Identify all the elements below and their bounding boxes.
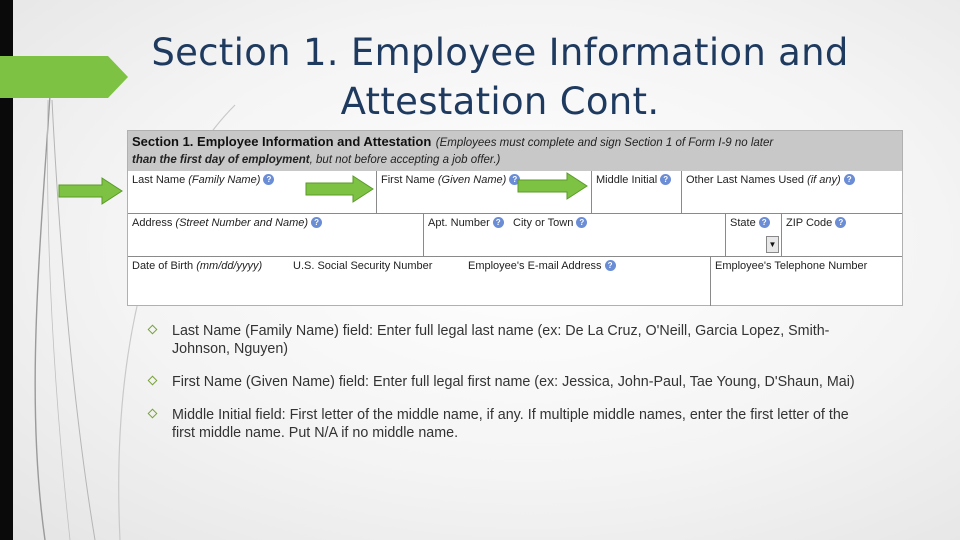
zip-code-field[interactable]: ZIP Code ? xyxy=(781,214,902,256)
help-question-icon[interactable]: ? xyxy=(605,260,616,271)
middle-initial-field[interactable]: Middle Initial ? xyxy=(591,171,681,213)
list-item xyxy=(145,322,865,358)
help-question-icon[interactable]: ? xyxy=(835,217,846,228)
form-section-note-bold: than the first day of employment xyxy=(132,154,310,166)
email-field[interactable]: Employee's E-mail Address ? xyxy=(464,257,710,306)
right-arrow-icon xyxy=(58,177,124,205)
other-last-names-field[interactable]: Other Last Names Used (if any) ? xyxy=(681,171,902,213)
help-question-icon[interactable]: ? xyxy=(263,174,274,185)
bullet-text: Middle Initial field: First letter of the middle name, if any. If multiple middle names, enter the first letter of the first middle name. Put N/A if no middle name. xyxy=(172,407,849,441)
ssn-field[interactable]: U.S. Social Security Number xyxy=(293,260,433,272)
right-arrow-icon xyxy=(305,175,375,203)
right-arrow-icon xyxy=(517,172,589,200)
bullet-list xyxy=(145,322,865,457)
help-question-icon[interactable]: ? xyxy=(509,174,520,185)
first-name-field[interactable]: First Name (Given Name) ? xyxy=(376,171,591,213)
city-field[interactable]: City or Town ? xyxy=(509,214,725,256)
bullet-text: Last Name (Family Name) field: Enter full legal last name (ex: De La Cruz, O'Neill, Garcia Lopez, Smith-Johnson, Nguyen) xyxy=(172,323,830,357)
help-question-icon[interactable]: ? xyxy=(311,217,322,228)
list-item xyxy=(145,373,865,391)
form-row-name xyxy=(128,171,902,214)
address-field[interactable]: Address (Street Number and Name) ? xyxy=(128,214,423,256)
form-row-address xyxy=(128,214,902,257)
help-question-icon[interactable]: ? xyxy=(844,174,855,185)
form-row-contact xyxy=(128,257,902,306)
telephone-field[interactable]: Employee's Telephone Number xyxy=(710,257,902,306)
slide-title xyxy=(150,28,850,126)
list-item xyxy=(145,406,865,442)
slide-title-line-1: Section 1. Employee Information and xyxy=(151,31,849,74)
help-question-icon[interactable]: ? xyxy=(759,217,770,228)
diamond-bullet-icon xyxy=(148,376,158,386)
bullet-text: First Name (Given Name) field: Enter full legal first name (ex: Jessica, John-Paul, Tae Young, D'Shaun, Mai) xyxy=(172,374,855,390)
form-section-header xyxy=(128,131,902,171)
help-question-icon[interactable]: ? xyxy=(576,217,587,228)
diamond-bullet-icon xyxy=(148,409,158,419)
last-name-field[interactable]: Last Name (Family Name) ? xyxy=(128,171,376,213)
green-tab-shape xyxy=(0,56,128,98)
form-section-title: Section 1. Employee Information and Attestation xyxy=(132,134,432,149)
slide-title-line-2: Attestation Cont. xyxy=(340,80,660,123)
form-section-note-2: , but not before accepting a job offer.) xyxy=(309,154,501,166)
apt-number-field[interactable]: Apt. Number ? xyxy=(423,214,509,256)
state-dropdown-button[interactable]: ▼ xyxy=(766,236,779,253)
help-question-icon[interactable]: ? xyxy=(660,174,671,185)
date-of-birth-field[interactable]: Date of Birth (mm/dd/yyyy) xyxy=(132,260,263,272)
diamond-bullet-icon xyxy=(148,325,158,335)
state-field[interactable]: State ? ▼ xyxy=(725,214,781,256)
i9-form-screenshot xyxy=(127,130,903,306)
help-question-icon[interactable]: ? xyxy=(493,217,504,228)
form-section-note-1: (Employees must complete and sign Section 1 of Form I-9 no later xyxy=(435,137,774,149)
